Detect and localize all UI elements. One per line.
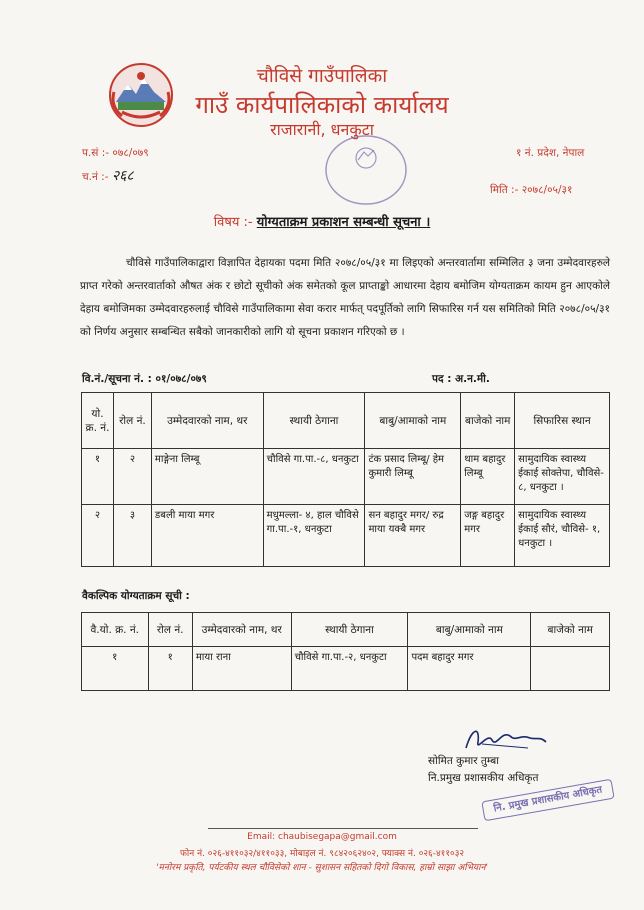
footer-email: Email: chaubisegapa@gmail.com [247,832,397,842]
handwritten-signature [458,722,548,756]
column-header: सिफारिस स्थान [515,393,610,449]
notice-number-label: वि.नं./सूचना नं. : [82,373,152,385]
column-header: बाजेको नाम [531,613,610,647]
table-header-row [82,393,610,449]
table-header-row [82,613,610,647]
post-value: अ.न.मी. [455,373,490,385]
table-cell: चौविसे गा.पा.-८, धनकुटा [263,449,365,505]
subject-text: योग्यताक्रम प्रकाशन सम्बन्धी सूचना । [256,215,431,230]
office-name: गाउँ कार्यपालिकाको कार्यालय [195,91,449,119]
subject-line [0,212,644,230]
table-cell: डबली माया मगर [151,505,263,567]
column-header: यो. क्र. नं. [82,393,114,449]
footer-slogan: 'मनोरम प्रकृति, पर्यटकीय स्थल चौविसेको शान - सुशासन सहितको दिगो विकास, हाम्रो साझा अभियान' [156,863,488,873]
table-cell: २ [82,505,114,567]
column-header: रोल नं. [113,393,151,449]
designation-seal [481,779,614,822]
column-header: स्थायी ठेगाना [263,393,365,449]
notice-number [82,372,207,386]
table-cell: माङ्गेना लिम्बू [151,449,263,505]
post-name [432,372,490,386]
column-header: रोल नं. [148,613,192,647]
ref-label: प.सं :- [82,147,110,159]
footer-contact: फोन नं. ०२६-४११०३२/४११०३३, मोबाइल नं. ९८४२०६२४०२, फ्याक्स नं. ०२६-४११०३२ [179,849,465,859]
table-row [82,449,610,505]
column-header: वै.यो. क्र. नं. [82,613,149,647]
table-cell: जङ्ग बहादुर मगर [461,505,515,567]
table-cell: चौविसे गा.पा.-२, धनकुटा [291,647,408,691]
table-cell: थाम बहादुर लिम्बू [461,449,515,505]
column-header: बाबु/आमाको नाम [408,613,531,647]
alternate-table [81,612,610,691]
dispatch-label: च.नं :- [82,171,109,183]
subject-label: विषय :- [213,215,253,230]
table-cell: सन बहादुर मगर/ रुद्र माया यक्बै मगर [365,505,461,567]
table-cell [531,647,610,691]
selection-table [81,392,610,567]
notice-body: चौविसे गाउँपालिकाद्वारा विज्ञापित देहायका पदमा मिति २०७८/०५/३१ मा लिइएको अन्तरवार्तामा सम्मिलित ३ जना उम्मेदवारहरुले प्राप्त गरेको अन्तरवार्ताको औषत अंक र छोटो सूचीको अंक समेतको कूल प्राप्ताङ्को आधारमा देहाय बमोजिम योग्यताक्रम कायम हुन आएकोले देहाय बमोजिमका उम्मेदवारहरुलाई चौविसे गाउँपालिकामा सेवा करार मार्फत् पदपूर्तिको लागि सिफारिस गर्न यस समितिको मिति २०७८/०५/३१ को निर्णय अनुसार सम्बन्धित सबैको जानकारीको लागि यो सूचना प्रकाशन गरिएको छ । [80,257,610,338]
column-header: स्थायी ठेगाना [291,613,408,647]
signer-name: सोमित कुमार तुम्बा [428,755,499,767]
ref-number [82,146,149,160]
ref-value: ०७८/०७९ [112,147,149,159]
table-cell: १ [148,647,192,691]
column-header: बाबु/आमाको नाम [365,393,461,449]
table-row [82,505,610,567]
office-address: राजारानी, धनकुटा [270,120,374,139]
table-cell: २ [113,449,151,505]
notice-number-value: ०१/०७८/०७९ [155,373,207,385]
dispatch-value: २६८ [111,168,134,184]
column-header: उम्मेदवारको नाम, थर [192,613,291,647]
province: १ नं. प्रदेश, नेपाल [516,147,585,159]
dispatch-number [82,166,134,185]
table-cell: सामुदायिक स्वास्थ्य ईकाई सौरं, चौविसे- १, धनकुटा । [515,505,610,567]
column-header: बाजेको नाम [461,393,515,449]
alternate-list-title: वैकल्पिक योग्यताक्रम सूची : [82,590,190,602]
footer-divider [208,828,478,829]
date-value: २०७८/०५/३१ [521,184,573,196]
column-header: उम्मेदवारको नाम, थर [151,393,263,449]
table-cell: टंक प्रसाद लिम्बू/ हेम कुमारी लिम्बू [365,449,461,505]
table-cell: सामुदायिक स्वास्थ्य ईकाई सोक्तेपा, चौविसे- ८, धनकुटा । [515,449,610,505]
seal-text: नि. प्रमुख प्रशासकीय अधिकृत [492,784,603,815]
table-cell: पदम बहादुर मगर [408,647,531,691]
table-cell: मधुमल्ला- ४, हाल चौविसे गा.पा.-१, धनकुटा [263,505,365,567]
municipality-name: चौविसे गाउँपालिका [256,65,388,87]
table-row [82,647,610,691]
signer-title: नि.प्रमुख प्रशासकीय अधिकृत [428,772,539,784]
post-label: पद : [432,373,452,385]
date-line [490,183,572,197]
date-label: मिति :- [490,184,519,196]
table-cell: माया राना [192,647,291,691]
table-cell: १ [82,449,114,505]
table-cell: १ [82,647,149,691]
table-cell: ३ [113,505,151,567]
office-stamp [318,132,414,208]
